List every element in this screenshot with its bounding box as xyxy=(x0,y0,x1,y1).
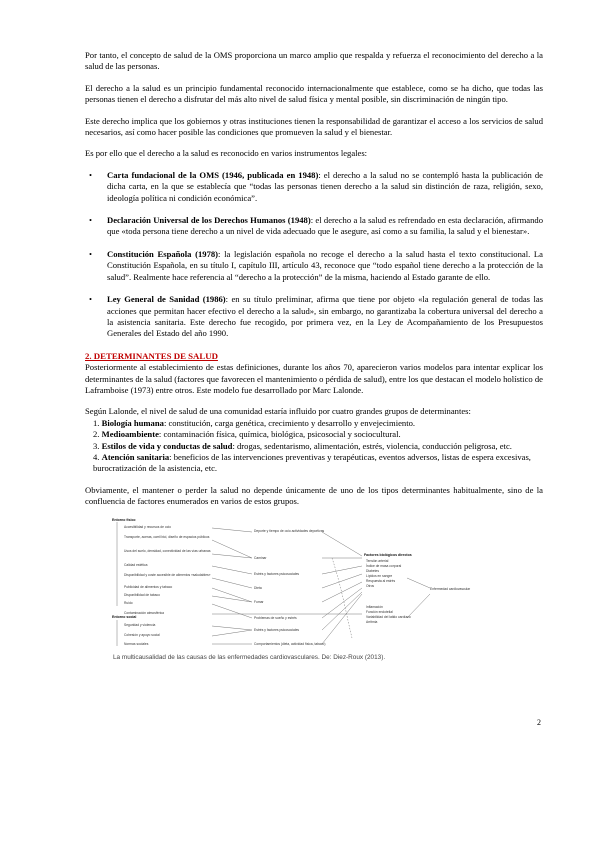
list-item xyxy=(85,418,543,429)
bullet-icon: • xyxy=(89,169,93,180)
list-item-title: Carta fundacional de la OMS (1946, publicada en 1948) xyxy=(107,169,319,180)
diagram-label: Contaminación atmosférica xyxy=(124,610,164,615)
paragraph-oms-concept: Por tanto, el concepto de salud de la OMS proporciona un marco amplio que respalda y refuerza el reconocimiento del derecho a la salud de las personas. xyxy=(85,50,543,72)
biological-title: Factores biológicos directos xyxy=(364,552,412,557)
list-item xyxy=(85,215,543,238)
determinant-text: : drogas, sedentarismo, alimentación, estrés, violencia, conducción peligrosa, etc. xyxy=(232,440,512,451)
diagram-label: Usos del suelo, densidad, conectividad de las vías urbanas xyxy=(124,548,211,553)
list-item-title: Constitución Española (1978) xyxy=(107,248,219,259)
bullet-icon: • xyxy=(89,215,93,226)
diagram-label: Estrés y factores psicosociales xyxy=(254,627,300,632)
paragraph-government-responsibility: Este derecho implica que los gobiernos y otras instituciones tienen la responsabilidad de garantizar el acceso a los servicios de salud necesarios, así como hacer posible las condiciones que promueven la salud y el bienestar. xyxy=(85,115,543,138)
diagram-label: Transporte, aceras, carril bici, diseño de espacios públicos xyxy=(124,534,210,539)
diagram-label: Caminar xyxy=(254,555,267,560)
diagram-label: Variabilidad del latido cardíaco xyxy=(366,614,411,619)
diagram-label: Deporte y tiempo de ocio actividades deportivas xyxy=(254,528,325,533)
diagram-label: Disponibilidad de tabaco xyxy=(124,592,160,597)
list-item-title: Ley General de Sanidad (1986) xyxy=(107,294,226,305)
diagram-label: Cohesión y apoyo social xyxy=(124,632,160,637)
diagram-svg xyxy=(112,518,482,650)
list-item-text: : en su título preliminar, afirma que tiene por objeto «la regulación general de todas las acciones que permitan hacer efectivo el derecho a la salud», sin embargo, no garantizaba la cobertura universal del derecho a la asistencia sanitaria. Este derecho fue recogido, por primera vez, en la Ley de Acompañamiento de los Presupuestos Generales del Estado del año 1990. xyxy=(107,294,543,339)
determinant-title: Biología humana xyxy=(101,417,164,428)
bullet-icon: • xyxy=(89,248,93,259)
diagram-label: Fumar xyxy=(254,599,264,604)
determinant-text: : beneficios de las intervenciones preventivas y terapéuticas, eventos adversos, listas de espera excesivas, burocratización de la asistencia, etc. xyxy=(93,451,531,474)
diagram-label: Publicidad de alimentos y tabaco xyxy=(124,584,173,589)
determinant-text: : constitución, carga genética, crecimiento y desarrollo y envejecimiento. xyxy=(163,417,416,428)
paragraph-determinants-intro: Posteriormente al establecimiento de estas definiciones, durante los años 70, aparecieron varios modelos para intentar explicar los determinantes de la salud (factores que favorecen el mantenimiento o pérdida de salud), entre los que destacan el modelo holístico de Laframboise (1973) entre otros. Este modelo fue desarrollado por Marc Lalonde. xyxy=(85,362,543,395)
diagram-label: Normas sociales xyxy=(124,641,149,646)
group-social-label: Entorno social xyxy=(112,614,137,619)
diagram-label: Dieta xyxy=(254,585,262,590)
diagram-label: Ruido xyxy=(124,600,133,605)
list-item xyxy=(85,170,543,204)
determinant-title: Estilos de vida y conductas de salud xyxy=(101,440,233,451)
list-number: 4. xyxy=(93,451,100,462)
paragraph-lalonde-intro: Según Lalonde, el nivel de salud de una comunidad estaría influido por cuatro grandes grupos de determinantes: xyxy=(85,406,471,417)
group-physical-label: Entorno físico xyxy=(112,517,136,522)
list-item xyxy=(85,452,543,475)
diagram-label: Arritmia xyxy=(366,619,378,624)
paragraph-right-to-health: El derecho a la salud es un principio fundamental reconocido internacionalmente que establece, como se ha dicho, que todas las personas tienen el derecho a disfrutar del más alto nivel de salud física y mental posible, sin discriminación de ningún tipo. xyxy=(85,82,543,105)
list-item xyxy=(85,429,543,440)
list-item-text: : la legislación española no recoge el derecho a la salud hasta el texto constitucional. La Constitución Española, en su título I, capítulo III, artículo 43, reconoce que “todo español tiene derecho a la protección de la salud”. Realmente hace referencia al “derecho a la protección” de la misma, haciendo al Estado garante de ello. xyxy=(107,248,543,282)
diagram-label: Disponibilidad y coste accesible de alimentos «saludables» xyxy=(124,572,211,577)
diagram-label: Otros xyxy=(366,583,375,588)
diagram-label: Seguridad y violencia xyxy=(124,622,156,627)
paragraph-closing: Obviamente, el mantener o perder la salud no depende únicamente de uno de los tipos determinantes habitualmente, sino de la confluencia de factores enumerados en varios de estos grupos. xyxy=(85,484,543,507)
section-heading: 2. DETERMINANTES DE SALUD xyxy=(85,350,218,361)
diagram-label: Función endotelial xyxy=(366,609,393,614)
list-item xyxy=(85,441,543,452)
figure-caption: La multicausalidad de las causas de las enfermedades cardiovasculares. De: Diez-Roux (2013). xyxy=(113,653,386,661)
diagram-label: Comportamientos (dieta, actividad física, tabaco) xyxy=(254,641,326,646)
determinant-title: Atención sanitaria xyxy=(101,451,170,462)
diagram-label: Problemas de sueño y estrés xyxy=(254,615,297,620)
list-item-text: : el derecho a la salud es refrendado en esta declaración, afirmando que «toda persona tiene derecho a un nivel de vida adecuado que le asegure, así como a su familia, la salud y el bienestar». xyxy=(107,215,544,237)
diagram-label: Estrés y factores psicosociales xyxy=(254,571,300,576)
list-number: 2. xyxy=(93,429,100,440)
legal-instruments-list xyxy=(85,170,543,340)
list-number: 1. xyxy=(93,417,100,428)
diagram-label: Accesibilidad y recursos de ocio xyxy=(124,524,171,529)
diagram-label: Respuesta al estrés xyxy=(366,578,396,583)
document-page xyxy=(85,50,543,663)
diagram-label: Lípidos en sangre xyxy=(366,573,393,578)
list-item-title: Declaración Universal de los Derechos Humanos (1948) xyxy=(107,215,311,226)
cardiovascular-causality-diagram xyxy=(112,518,482,650)
determinant-text: : contaminación física, química, biológica, psicosocial y sociocultural. xyxy=(158,429,401,440)
diagram-label: Calidad estética xyxy=(124,562,148,567)
list-item-text: : el derecho a la salud no se contempló hasta la publicación de dicha carta, en la que se establecía que “todas las personas tienen derecho a la salud sin distinción de raza, religión, sexo, ideología política ni condición económica”. xyxy=(107,169,543,203)
list-item xyxy=(85,294,543,340)
determinant-title: Medioambiente xyxy=(101,429,159,440)
outcome-label: Enfermedad cardiovascular xyxy=(430,586,471,591)
diagram-label: Tensión arterial xyxy=(366,558,389,563)
page-number: 2 xyxy=(537,718,541,727)
list-number: 3. xyxy=(93,440,100,451)
paragraph-legal-instruments-intro: Es por ello que el derecho a la salud es reconocido en varios instrumentos legales: xyxy=(85,148,368,159)
determinants-list xyxy=(85,418,543,475)
list-item xyxy=(85,249,543,283)
diagram-label: Inflamación xyxy=(366,604,383,609)
bullet-icon: • xyxy=(89,294,93,305)
diagram-label: Índice de masa corporal xyxy=(366,563,402,568)
diagram-label: Diabetes xyxy=(366,568,380,573)
